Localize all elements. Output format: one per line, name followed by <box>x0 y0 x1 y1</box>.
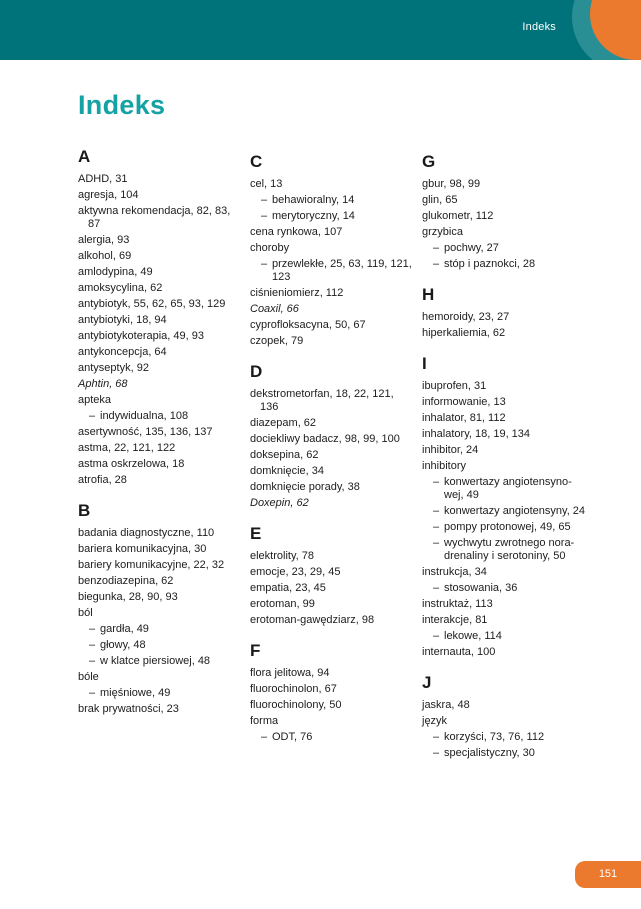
section-letter: C <box>250 152 263 171</box>
index-entry: cel, 13 <box>250 178 283 190</box>
index-section <box>250 524 415 627</box>
section-letter: B <box>78 501 91 520</box>
index-subentry <box>79 655 243 668</box>
subentry-text: stosowania, 36 <box>444 582 518 594</box>
index-section <box>250 362 415 510</box>
index-entry: erotoman, 99 <box>250 598 315 610</box>
index-entry: inhalatory, 18, 19, 134 <box>422 428 531 440</box>
index-entry: informowanie, 13 <box>422 396 506 408</box>
subentry-text: konwertazy angiotensyny, 24 <box>444 505 586 517</box>
subentry-text: głowy, 48 <box>100 639 146 651</box>
index-subentry <box>251 194 415 207</box>
subentry-dash: – <box>89 410 96 422</box>
index-entry: doksepina, 62 <box>250 449 319 461</box>
index-entry: gbur, 98, 99 <box>422 178 481 190</box>
index-entry: domknięcie porady, 38 <box>250 481 360 493</box>
index-entry: alkohol, 69 <box>78 250 132 262</box>
index-entry: ibuprofen, 31 <box>422 380 487 392</box>
index-section <box>422 354 587 659</box>
subentry-dash: – <box>433 582 440 594</box>
index-entry: internauta, 100 <box>422 646 496 658</box>
index-entry: elektrolity, 78 <box>250 550 314 562</box>
index-entry: cyprofloksacyna, 50, 67 <box>250 319 366 331</box>
index-subentry <box>423 731 587 744</box>
index-entry: czopek, 79 <box>250 335 304 347</box>
index-entry: dociekliwy badacz, 98, 99, 100 <box>250 433 400 445</box>
index-entry: benzodiazepina, 62 <box>78 575 174 587</box>
index-entry: interakcje, 81 <box>422 614 488 626</box>
index-entry: inhibitor, 24 <box>422 444 479 456</box>
index-entry: antybiotyki, 18, 94 <box>78 314 167 326</box>
index-section <box>422 152 587 271</box>
subentry-text: przewlekłe, 25, 63, 119, 121, 123 <box>272 258 412 283</box>
index-entry: fluorochinolony, 50 <box>250 699 342 711</box>
index-entry: antybiotyk, 55, 62, 65, 93, 129 <box>78 298 226 310</box>
index-column-3 <box>422 147 587 774</box>
section-letter: H <box>422 285 435 304</box>
index-entry: choroby <box>250 242 290 254</box>
subentry-dash: – <box>89 639 96 651</box>
section-letter: J <box>422 673 432 692</box>
index-subentry <box>423 630 587 643</box>
index-subentry <box>251 731 415 744</box>
index-entry: emocje, 23, 29, 45 <box>250 566 341 578</box>
index-section <box>78 501 243 716</box>
subentry-dash: – <box>433 747 440 759</box>
index-entry: forma <box>250 715 279 727</box>
index-subentry <box>79 687 243 700</box>
subentry-dash: – <box>261 258 268 270</box>
index-subentry <box>79 410 243 423</box>
index-entry: fluorochinolon, 67 <box>250 683 337 695</box>
index-section <box>78 147 243 487</box>
index-entry: apteka <box>78 394 112 406</box>
index-subentry <box>423 747 587 760</box>
index-entry: inhalator, 81, 112 <box>422 412 506 424</box>
index-entry: bariera komunikacyjna, 30 <box>78 543 207 555</box>
subentry-text: specjalistyczny, 30 <box>444 747 535 759</box>
index-section <box>422 673 587 760</box>
page-title: Indeks <box>78 90 166 120</box>
index-section <box>250 152 415 348</box>
index-entry: bariery komunikacyjne, 22, 32 <box>78 559 225 571</box>
index-entry: antybiotykoterapia, 49, 93 <box>78 330 204 342</box>
index-entry: amlodypina, 49 <box>78 266 153 278</box>
index-entry: cena rynkowa, 107 <box>250 226 343 238</box>
index-column-1 <box>78 147 243 730</box>
index-entry: jaskra, 48 <box>422 699 470 711</box>
index-entry: glin, 65 <box>422 194 458 206</box>
index-entry: amoksycylina, 62 <box>78 282 163 294</box>
subentry-dash: – <box>261 731 268 743</box>
running-header: Indeks <box>522 21 556 33</box>
index-subentry <box>251 210 415 223</box>
subentry-text: stóp i paznokci, 28 <box>444 258 536 270</box>
index-entry: antyseptyk, 92 <box>78 362 149 374</box>
index-entry: inhibitory <box>422 460 467 472</box>
index-entry: empatia, 23, 45 <box>250 582 326 594</box>
index-entry: brak prywatności, 23 <box>78 703 179 715</box>
index-entry: astma oskrzelowa, 18 <box>78 458 185 470</box>
subentry-text: behawioralny, 14 <box>272 194 355 206</box>
page-number-badge <box>575 861 641 888</box>
index-subentry <box>79 639 243 652</box>
subentry-text: gardła, 49 <box>100 623 149 635</box>
index-entry: antykoncepcja, 64 <box>78 346 167 358</box>
subentry-dash: – <box>433 476 440 488</box>
index-entry: instruktaż, 113 <box>422 598 493 610</box>
index-subentry <box>423 242 587 255</box>
section-letter: D <box>250 362 263 381</box>
index-subentry <box>251 258 415 284</box>
index-entry: hemoroidy, 23, 27 <box>422 311 510 323</box>
subentry-dash: – <box>433 242 440 254</box>
subentry-dash: – <box>89 687 96 699</box>
index-entry: ciśnieniomierz, 112 <box>250 287 344 299</box>
index-entry: hiperkaliemia, 62 <box>422 327 506 339</box>
index-subentry <box>423 582 587 595</box>
section-letter: F <box>250 641 261 660</box>
index-column-2 <box>250 147 415 758</box>
page-number: 151 <box>598 868 618 880</box>
index-subentry <box>423 505 587 518</box>
index-entry: instrukcja, 34 <box>422 566 487 578</box>
subentry-dash: – <box>433 505 440 517</box>
subentry-text: mięśniowe, 49 <box>100 687 171 699</box>
index-entry: atrofia, 28 <box>78 474 127 486</box>
section-letter: G <box>422 152 436 171</box>
subentry-dash: – <box>433 521 440 533</box>
index-entry: astma, 22, 121, 122 <box>78 442 176 454</box>
index-entry: bóle <box>78 671 99 683</box>
section-letter: A <box>78 147 91 166</box>
index-entry: Aphtin, 68 <box>78 378 128 390</box>
subentry-text: w klatce piersiowej, 48 <box>100 655 211 667</box>
subentry-dash: – <box>433 731 440 743</box>
index-entry: flora jelitowa, 94 <box>250 667 330 679</box>
index-entry: dekstrometorfan, 18, 22, 121, 136 <box>250 388 394 413</box>
index-subentry <box>423 521 587 534</box>
subentry-dash: – <box>433 537 440 549</box>
subentry-text: pochwy, 27 <box>444 242 499 254</box>
index-entry: domknięcie, 34 <box>250 465 324 477</box>
index-subentry <box>423 258 587 271</box>
index-entry: glukometr, 112 <box>422 210 494 222</box>
index-entry: badania diagnostyczne, 110 <box>78 527 215 539</box>
subentry-text: ODT, 76 <box>272 731 313 743</box>
subentry-dash: – <box>89 655 96 667</box>
subentry-text: konwertazy angiotensyno-wej, 49 <box>444 476 572 501</box>
index-entry: alergia, 93 <box>78 234 130 246</box>
index-entry: ADHD, 31 <box>78 173 128 185</box>
index-subentry <box>423 537 587 563</box>
index-entry: agresja, 104 <box>78 189 139 201</box>
subentry-text: merytoryczny, 14 <box>272 210 355 222</box>
subentry-dash: – <box>261 210 268 222</box>
subentry-text: pompy protonowej, 49, 65 <box>444 521 571 533</box>
index-subentry <box>79 623 243 636</box>
index-entry: ból <box>78 607 93 619</box>
index-entry: aktywna rekomendacja, 82, 83, 87 <box>78 205 231 230</box>
section-letter: E <box>250 524 262 543</box>
index-section <box>422 285 587 340</box>
index-entry: asertywność, 135, 136, 137 <box>78 426 213 438</box>
index-entry: erotoman-gawędziarz, 98 <box>250 614 375 626</box>
index-section <box>250 641 415 744</box>
index-entry: Doxepin, 62 <box>250 497 309 509</box>
index-entry: Coaxil, 66 <box>250 303 299 315</box>
index-entry: język <box>422 715 448 727</box>
index-entry: diazepam, 62 <box>250 417 317 429</box>
subentry-text: indywidualna, 108 <box>100 410 189 422</box>
index-subentry <box>423 476 587 502</box>
subentry-dash: – <box>433 630 440 642</box>
index-entry: biegunka, 28, 90, 93 <box>78 591 178 603</box>
section-letter: I <box>422 354 427 373</box>
subentry-text: wychwytu zwrotnego nora-drenaliny i serotoniny, 50 <box>444 537 575 562</box>
subentry-dash: – <box>89 623 96 635</box>
index-entry: grzybica <box>422 226 463 238</box>
subentry-dash: – <box>433 258 440 270</box>
subentry-dash: – <box>261 194 268 206</box>
subentry-text: korzyści, 73, 76, 112 <box>444 731 545 743</box>
subentry-text: lekowe, 114 <box>444 630 502 642</box>
